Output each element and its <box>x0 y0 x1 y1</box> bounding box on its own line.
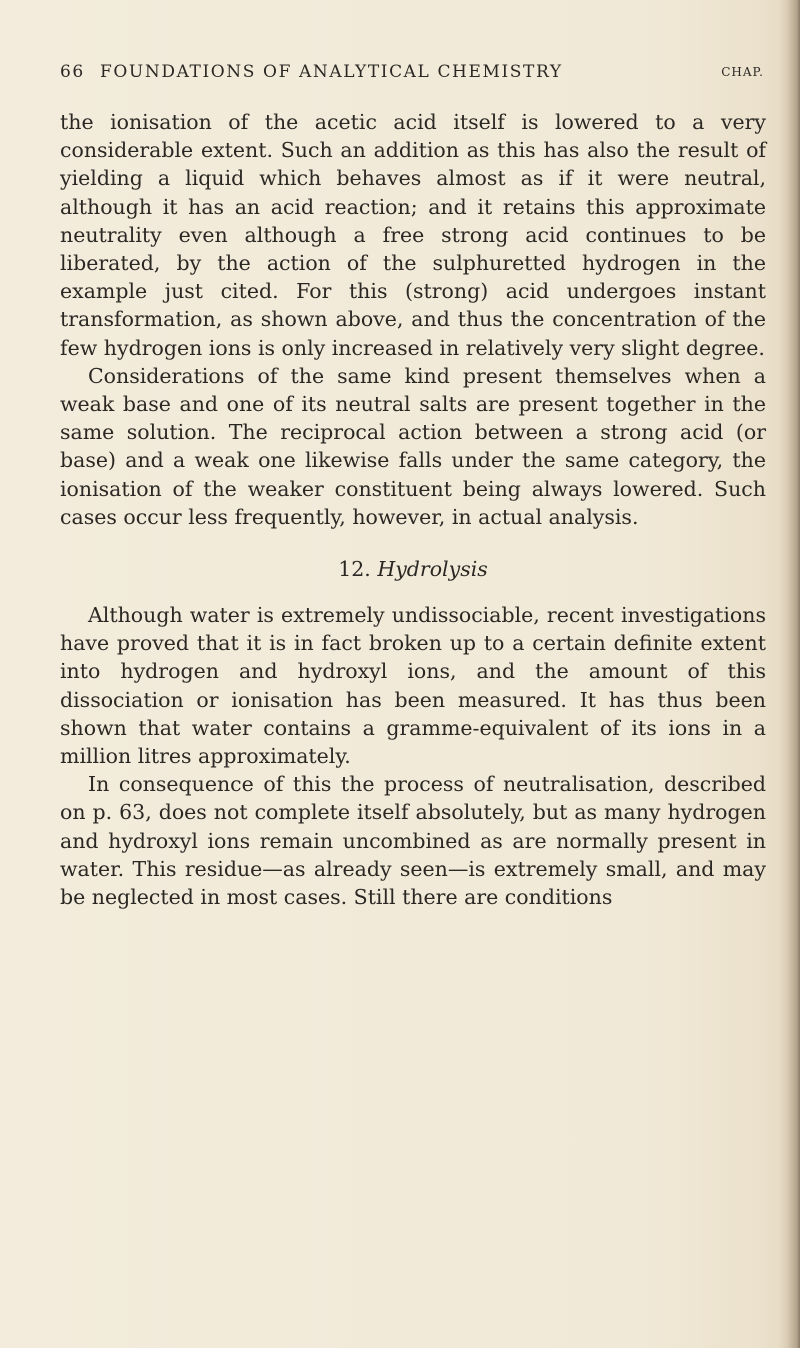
page-header <box>60 62 770 90</box>
paragraph: Considerations of the same kind present themselves when a weak base and one of its neutral salts are present together in the same solution. The reciprocal action between a strong acid (or base) and a weak one likewise falls under the same category, the ionisation of the weaker constituent being always lowered. Such cases occur less frequently, however, in actual analysis. <box>60 363 766 529</box>
paragraph: In consequence of this the process of neutralisation, described on p. 63, does not complete itself absolutely, but as many hydrogen and hydroxyl ions remain uncombined as are normally present in water. This residue—as already seen—is extremely small, and may be neglected in most cases. Still there are conditions <box>60 772 766 910</box>
paragraph-continuation: the ionisation of the acetic acid itself is lowered to a very considerable extent. Such an addition as this has also the result of yielding a liquid which behaves almost as if it were neutral, although it has an acid reaction; and it retains this approximate neutrality even although a free strong acid continues to be liberated, by the action of the sulphuretted hydrogen in the example just cited. For this (strong) acid undergoes instant transformation, as shown above, and thus the concentration of the few hydrogen ions is only increased in relatively very slight degree. <box>60 110 766 360</box>
page-edge-shadow <box>778 0 800 1348</box>
section-heading <box>60 555 766 583</box>
page-number: 66 <box>60 62 85 82</box>
section-number: 12. <box>338 557 371 582</box>
body-text <box>60 108 766 911</box>
section-title: Hydrolysis <box>377 557 488 582</box>
paragraph: Although water is extremely undissociable, recent investigations have proved that it is in fact broken up to a certain definite extent into hydrogen and hydroxyl ions, and the amount of this dissociation or ionisation has been measured. It has thus been shown that water contains a gramme-equivalent of its ions in a million litres approximately. <box>60 603 766 769</box>
running-title: FOUNDATIONS OF ANALYTICAL CHEMISTRY <box>100 62 563 82</box>
chapter-abbreviation: CHAP. <box>721 65 764 79</box>
